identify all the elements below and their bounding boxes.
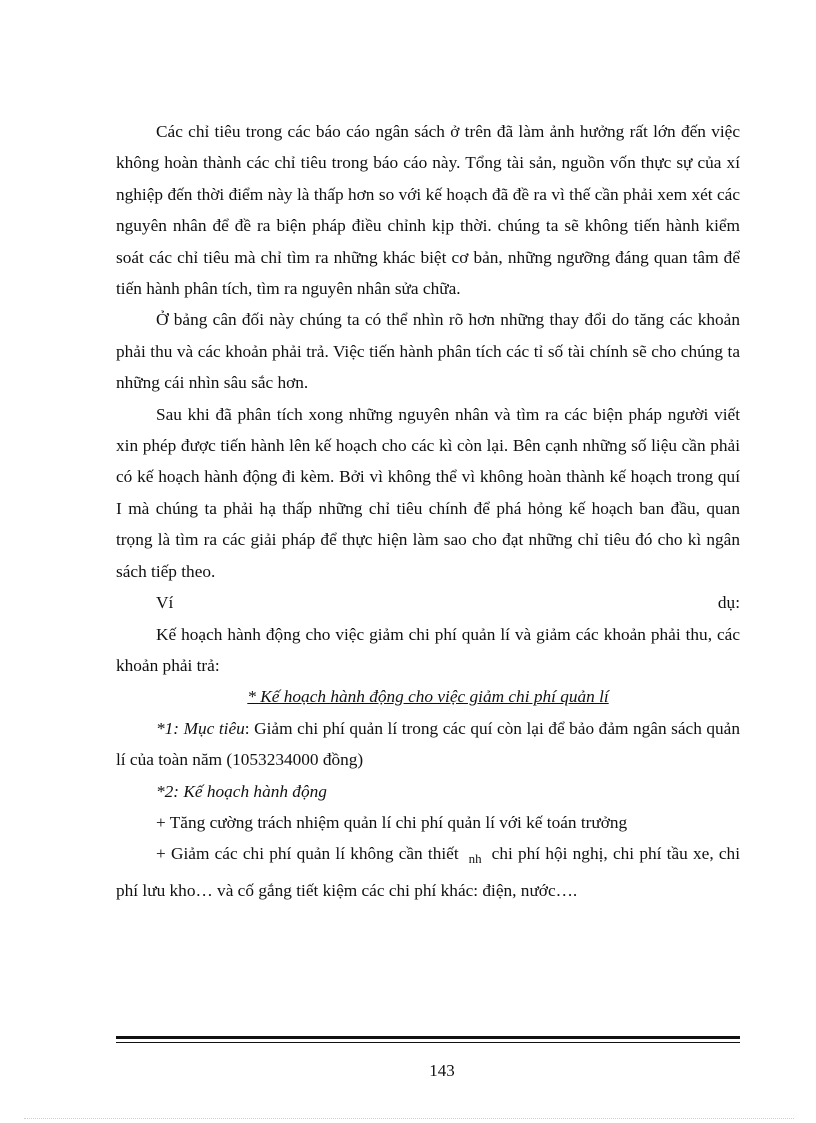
plan-item-2 [116,838,740,906]
paragraph-1: Các chỉ tiêu trong các báo cáo ngân sách ở trên đã làm ảnh hưởng rất lớn đến việc không hoàn thành các chỉ tiêu trong báo cáo này. Tổng tài sản, nguồn vốn thực sự của xí nghiệp đến thời điểm này là thấp hơn so với kế hoạch đã đề ra vì thế cần phải xem xét các nguyên nhân để đề ra biện pháp điều chỉnh kịp thời. chúng ta sẽ không tiến hành kiểm soát các chỉ tiêu mà chỉ tìm ra những khác biệt cơ bản, những ngưỡng đáng quan tâm để tiến hành phân tích, tìm ra nguyên nhân sửa chữa. [116,122,740,299]
plan-label: *2: Kế hoạch hành động [156,781,327,801]
plan-item-1: + Tăng cường trách nhiệm quản lí chi phí quản lí với kế toán trưởng [156,812,628,832]
plan-item-2-fragment: nh [468,851,482,867]
paragraph-4: Kế hoạch hành động cho việc giảm chi phí quản lí và giảm các khoản phải thu, các khoản phải trả: [116,624,740,675]
plan-item-2-text-a: + Giảm các chi phí quản lí không cần thiết [156,844,459,864]
footer-rule-thick [116,1036,740,1039]
section-heading: * Kế hoạch hành động cho việc giảm chi phí quản lí [247,687,609,707]
goal-paragraph [116,713,740,776]
example-label-left: Ví [156,593,174,613]
goal-label: *1: Mục tiêu [156,718,245,738]
plan-item-2-text-b: chi phí hội nghị, chi phí tầu xe, chi phí lưu kho… và cố gắng tiết kiệm các chi phí khác: điện, nước…. [116,844,740,900]
example-label-right: dụ: [717,593,740,613]
page-body [116,116,740,906]
page-number: 143 [429,1061,455,1080]
page-edge-divider [24,1118,794,1119]
paragraph-3: Sau khi đã phân tích xong những nguyên nhân và tìm ra các biện pháp người viết xin phép được tiến hành lên kế hoạch cho các kì còn lại. Bên cạnh những số liệu cần phải có kế hoạch hành động đi kèm. Bởi vì không thể vì không hoàn thành kế hoạch trong quí I mà chúng ta phải hạ thấp những chỉ tiêu chính để phá hỏng kế hoạch ban đầu, quan trọng là tìm ra các giải pháp để thực hiện làm sao cho đạt những chỉ tiêu đó cho kì ngân sách tiếp theo. [116,404,740,581]
paragraph-2: Ở bảng cân đối này chúng ta có thể nhìn rõ hơn những thay đổi do tăng các khoản phải thu và các khoản phải trả. Việc tiến hành phân tích các tỉ số tài chính sẽ cho chúng ta những cái nhìn sâu sắc hơn. [116,310,740,393]
footer-rule-thin [116,1042,740,1043]
goal-text: : Giảm chi phí quản lí trong các quí còn lại để bảo đảm ngân sách quản lí của toàn năm (1053234000 đồng) [116,718,740,770]
example-line [116,587,740,618]
